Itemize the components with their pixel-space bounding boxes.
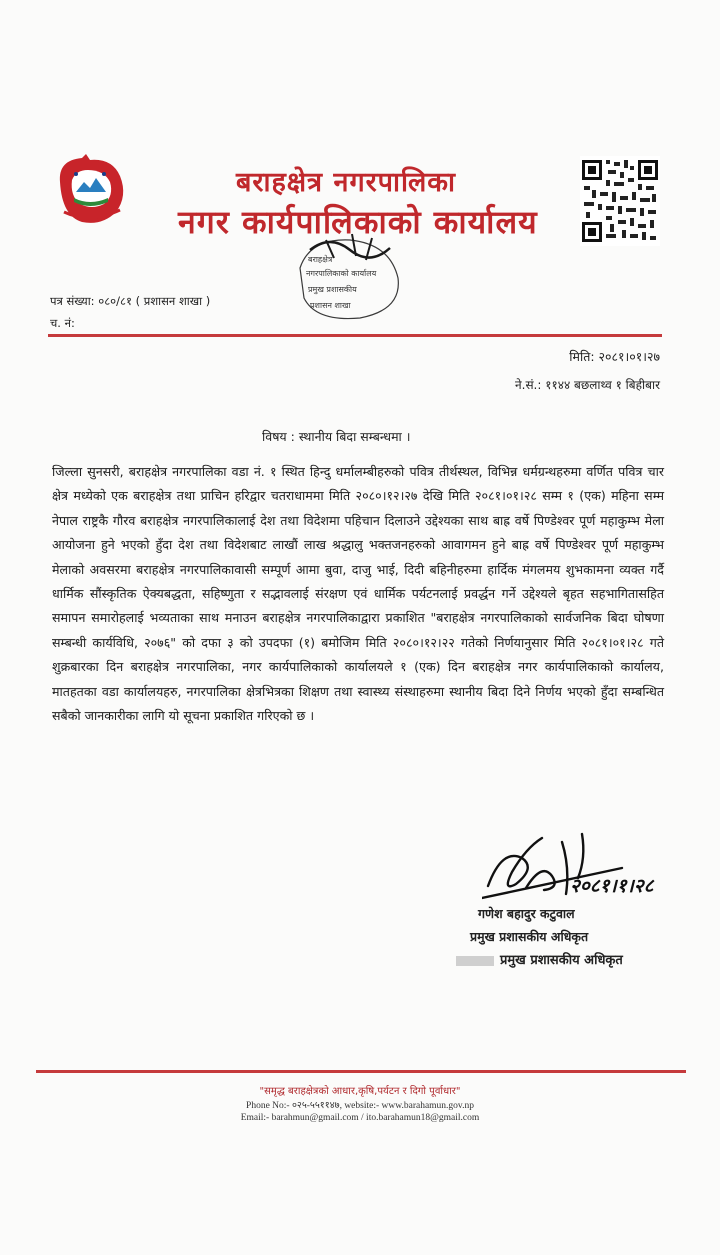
nepal-sambat-date: ने.सं.: ११४४ बछलाथ्व १ बिहीबार (514, 378, 660, 392)
signatory-name: गणेश बहादुर कटुवाल (478, 906, 575, 921)
qr-code-icon (580, 156, 660, 246)
signatory-stamp (456, 950, 623, 968)
letter-subject: विषय : स्थानीय बिदा सम्बन्धमा । (262, 429, 411, 444)
office-name: नगर कार्यपालिकाको कार्यालय (178, 203, 538, 241)
letter-body: जिल्ला सुनसरी, बराहक्षेत्र नगरपालिका वडा नं. १ स्थित हिन्दु धर्मालम्बीहरुको पवित्र तीर्थस्थल, विभिन्न धर्मग्रन्थहरुमा वर्णित पवित्र चार क्षेत्र मध्येको एक बराहक्षेत्र तथा प्राचिन हरिद्वार चतराधाममा मिति २०८०।१२।२७ देखि मिति २०८१।०१।२८ सम्म १ (एक) महिना सम्म नेपाल राष्ट्रकै गौरव बराहक्षेत्र नगरपालिकालाई देश तथा विदेशमा पहिचान दिलाउने उद्देश्यका साथ बाह्र वर्षे पिण्डेश्वर पूर्ण महाकुम्भ मेला आयोजना हुने भएको हुँदा देश तथा विदेशबाट लाखौं लाख श्रद्धालु भक्तजनहरुको आवागमन हुने बाह्र वर्षे पिण्डेश्वर पूर्ण महाकुम्भ मेलाको अवसरमा बराहक्षेत्र नगरपालिकावासी सम्पूर्ण आमा बुवा, दाजु भाई, दिदी बहिनीहरुमा हार्दिक मंगलमय शुभकामना व्यक्त गर्दै धार्मिक सौंस्कृतिक ऐक्यबद्धता, सहिष्णुता र सद्भावलाई संरक्षण एवं धार्मिक पर्यटनलाई प्रवर्द्धन गर्ने उद्देश्यले बृहत सहभागितासहित समापन समारोहलाई भव्यताका साथ मनाउन बराहक्षेत्र नगरपालिकाद्वारा प्रकाशित "बराहक्षेत्र नगरपालिकाको सार्वजनिक बिदा घोषणा सम्बन्धी कार्यविधि, २०७६" को दफा ३ को उपदफा (१) बमोजिम मिति २०८०।१२।२२ गतेको निर्णयानुसार मिति २०८१।०१।२८ गते शुक्रबारका दिन बराहक्षेत्र नगरपालिका, नगर कार्यपालिकाको कार्यालयले १ (एक) दिन बराहक्षेत्र नगर कार्यपालिकाको कार्यालय, मातहतका वडा कार्यालयहरु, नगरपालिका क्षेत्रभित्रका शिक्षण तथा स्वास्थ्य संस्थाहरुमा स्थानीय बिदा दिने निर्णय भएको हुँदा सम्बन्धित सबैको जानकारीका लागि यो सूचना प्रकाशित गरिएको छ । (52, 464, 664, 724)
footer-email: Email:- barahmun@gmail.com / ito.barahamun18@gmail.com (240, 1113, 480, 1123)
nepal-emblem-icon (50, 152, 134, 228)
dispatch-number: च. नं: (50, 316, 75, 330)
signatory-title: प्रमुख प्रशासकीय अधिकृत (470, 929, 589, 944)
stamp-line: प्रशासन शाखा (310, 301, 351, 310)
stamp-smudge (456, 956, 494, 966)
stamp-line: बराहक्षेत्र (308, 255, 333, 264)
footer-phone: Phone No:- ०२५-५५११४७, website:- www.barahamun.gov.np (246, 1101, 474, 1111)
header-divider (48, 334, 662, 337)
letter-number: पत्र संख्या: ०८०/८१ ( प्रशासन शाखा ) (50, 294, 211, 308)
office-stamp (290, 228, 408, 328)
footer-slogan: "समृद्ध बराहक्षेत्रको आधार,कृषि,पर्यटन र दिगो पूर्वाधार" (259, 1086, 461, 1097)
organization-name: बराहक्षेत्र नगरपालिका (236, 167, 457, 198)
signatory-stamp-text: प्रमुख प्रशासकीय अधिकृत (500, 953, 623, 968)
stamp-line: नगरपालिकाको कार्यालय (306, 269, 377, 278)
footer-divider (36, 1070, 686, 1073)
letter-date: मिति: २०८१।०१।२७ (569, 349, 660, 364)
stamp-line: प्रमुख प्रशासकीय (308, 285, 357, 294)
signature-date: २०८१।१।२८ (570, 875, 654, 897)
